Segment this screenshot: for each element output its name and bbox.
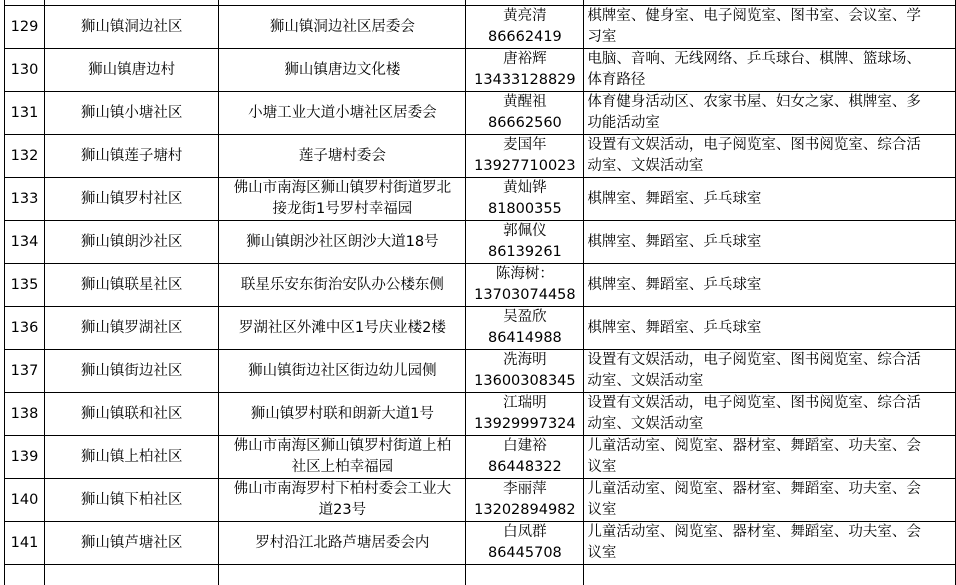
location-cell (219, 178, 466, 221)
contact-text: 江瑞明 13929997324 (474, 395, 576, 432)
community-name: 狮山镇联和社区 (44, 393, 218, 436)
location-text: 狮山镇唐边文化楼 (284, 61, 401, 78)
location-text: 狮山镇朗沙社区朗沙大道18号 (246, 233, 439, 250)
table-row-partial-bottom (5, 565, 956, 585)
table-row (5, 522, 956, 565)
location-text: 联星乐安东街治安队办公楼东侧 (240, 276, 444, 293)
table-row (5, 393, 956, 436)
row-number: 137 (5, 350, 45, 393)
contact-text: 郭佩仪86139261 (487, 223, 562, 260)
table-row (5, 436, 956, 479)
row-number: 135 (5, 264, 45, 307)
community-name: 狮山镇下柏社区 (44, 479, 218, 522)
facilities-text: 棋牌室、舞蹈室、乒乓球室 (587, 276, 762, 293)
row-number: 131 (5, 92, 45, 135)
location-text: 狮山镇洞边社区居委会 (269, 18, 415, 35)
table-row (5, 350, 956, 393)
location-cell (219, 6, 466, 49)
facilities-cell (584, 350, 956, 393)
location-text: 莲子塘村委会 (298, 147, 386, 164)
contact-text: 吴盈欣86414988 (487, 309, 562, 346)
table-cell (466, 565, 584, 585)
row-number: 140 (5, 479, 45, 522)
contact-text: 黄亮清86662419 (487, 8, 562, 45)
row-number: 130 (5, 49, 45, 92)
facilities-text: 体育健身活动区、农家书屋、妇女之家、棋牌室、多 功能活动室 (587, 94, 921, 131)
contact-text: 白凤群86445708 (487, 524, 562, 561)
location-cell (219, 522, 466, 565)
table-cell (5, 565, 45, 585)
facilities-text: 棋牌室、舞蹈室、乒乓球室 (587, 233, 762, 250)
table-row (5, 221, 956, 264)
facilities-text: 棋牌室、舞蹈室、乒乓球室 (587, 319, 762, 336)
contact-cell (466, 221, 584, 264)
row-number: 138 (5, 393, 45, 436)
facilities-text: 棋牌室、舞蹈室、乒乓球室 (587, 190, 762, 207)
contact-cell (466, 178, 584, 221)
table-row (5, 178, 956, 221)
facilities-text: 棋牌室、健身室、电子阅览室、图书室、会议室、学 习室 (587, 8, 921, 45)
facilities-text: 设置有文娱活动，电子阅览室、图书阅览室、综合活 动室、文娱活动室 (587, 395, 921, 432)
row-number: 141 (5, 522, 45, 565)
table-cell (219, 565, 466, 585)
contact-text: 冼海明 13600308345 (474, 352, 576, 389)
table-row (5, 307, 956, 350)
contact-cell (466, 92, 584, 135)
facilities-cell (584, 393, 956, 436)
facilities-cell (584, 436, 956, 479)
facilities-text: 儿童活动室、阅览室、器材室、舞蹈室、功夫室、会 议室 (587, 481, 921, 518)
location-cell (219, 350, 466, 393)
facilities-cell (584, 92, 956, 135)
facilities-text: 电脑、音响、无线网络、乒乓球台、棋牌、篮球场、 体育路径 (587, 51, 921, 88)
contact-cell (466, 6, 584, 49)
location-text: 罗村沿江北路芦塘居委会内 (255, 534, 430, 551)
contact-cell (466, 522, 584, 565)
contact-cell (466, 436, 584, 479)
location-text: 罗湖社区外滩中区1号庆业楼2楼 (238, 319, 446, 336)
location-text: 佛山市南海罗村下柏村委会工业大 道23号 (233, 481, 452, 518)
table-row (5, 135, 956, 178)
facilities-cell (584, 221, 956, 264)
community-name: 狮山镇罗村社区 (44, 178, 218, 221)
facilities-cell (584, 307, 956, 350)
location-text: 狮山镇罗村联和朗新大道1号 (250, 405, 434, 422)
table-row (5, 92, 956, 135)
contact-cell (466, 307, 584, 350)
contact-text: 陈海树： 13703074458 (474, 266, 576, 303)
facilities-cell (584, 479, 956, 522)
facilities-table (4, 0, 956, 585)
facilities-text: 设置有文娱活动，电子阅览室、图书阅览室、综合活 动室、文娱活动室 (587, 137, 921, 174)
location-cell (219, 307, 466, 350)
row-number: 136 (5, 307, 45, 350)
location-cell (219, 436, 466, 479)
row-number: 134 (5, 221, 45, 264)
location-text: 小塘工业大道小塘社区居委会 (248, 104, 437, 121)
community-name: 狮山镇罗湖社区 (44, 307, 218, 350)
community-name: 狮山镇街边社区 (44, 350, 218, 393)
location-cell (219, 49, 466, 92)
contact-cell (466, 135, 584, 178)
contact-text: 黄醒祖86662560 (487, 94, 562, 131)
community-name: 狮山镇唐边村 (44, 49, 218, 92)
row-number: 129 (5, 6, 45, 49)
contact-cell (466, 350, 584, 393)
contact-text: 黄灿铧 81800355 (487, 180, 562, 217)
row-number: 132 (5, 135, 45, 178)
location-cell (219, 393, 466, 436)
location-text: 狮山镇街边社区街边幼儿园侧 (248, 362, 437, 379)
location-text: 佛山市南海区狮山镇罗村街道上柏 社区上柏幸福园 (233, 438, 452, 475)
table-row (5, 49, 956, 92)
location-cell (219, 92, 466, 135)
location-cell (219, 221, 466, 264)
facilities-cell (584, 6, 956, 49)
contact-text: 李丽萍 13202894982 (474, 481, 576, 518)
location-text: 佛山市南海区狮山镇罗村街道罗北 接龙街1号罗村幸福园 (233, 180, 452, 217)
location-cell (219, 264, 466, 307)
contact-text: 唐裕辉 13433128829 (474, 51, 576, 88)
table-row (5, 6, 956, 49)
community-name: 狮山镇莲子塘村 (44, 135, 218, 178)
row-number: 133 (5, 178, 45, 221)
facilities-text: 儿童活动室、阅览室、器材室、舞蹈室、功夫室、会 议室 (587, 438, 921, 475)
community-name: 狮山镇朗沙社区 (44, 221, 218, 264)
facilities-cell (584, 522, 956, 565)
community-name: 狮山镇小塘社区 (44, 92, 218, 135)
row-number: 139 (5, 436, 45, 479)
table-cell (584, 565, 956, 585)
contact-cell (466, 479, 584, 522)
community-name: 狮山镇联星社区 (44, 264, 218, 307)
facilities-text: 设置有文娱活动，电子阅览室、图书阅览室、综合活 动室、文娱活动室 (587, 352, 921, 389)
table-row (5, 479, 956, 522)
location-cell (219, 135, 466, 178)
contact-cell (466, 49, 584, 92)
contact-cell (466, 264, 584, 307)
contact-text: 白建裕86448322 (487, 438, 562, 475)
location-cell (219, 479, 466, 522)
facilities-cell (584, 135, 956, 178)
table-row (5, 264, 956, 307)
table-cell (44, 565, 218, 585)
community-name: 狮山镇洞边社区 (44, 6, 218, 49)
facilities-cell (584, 178, 956, 221)
community-name: 狮山镇上柏社区 (44, 436, 218, 479)
community-name: 狮山镇芦塘社区 (44, 522, 218, 565)
contact-text: 麦国年 13927710023 (474, 137, 576, 174)
facilities-cell (584, 49, 956, 92)
contact-cell (466, 393, 584, 436)
facilities-text: 儿童活动室、阅览室、器材室、舞蹈室、功夫室、会 议室 (587, 524, 921, 561)
facilities-cell (584, 264, 956, 307)
